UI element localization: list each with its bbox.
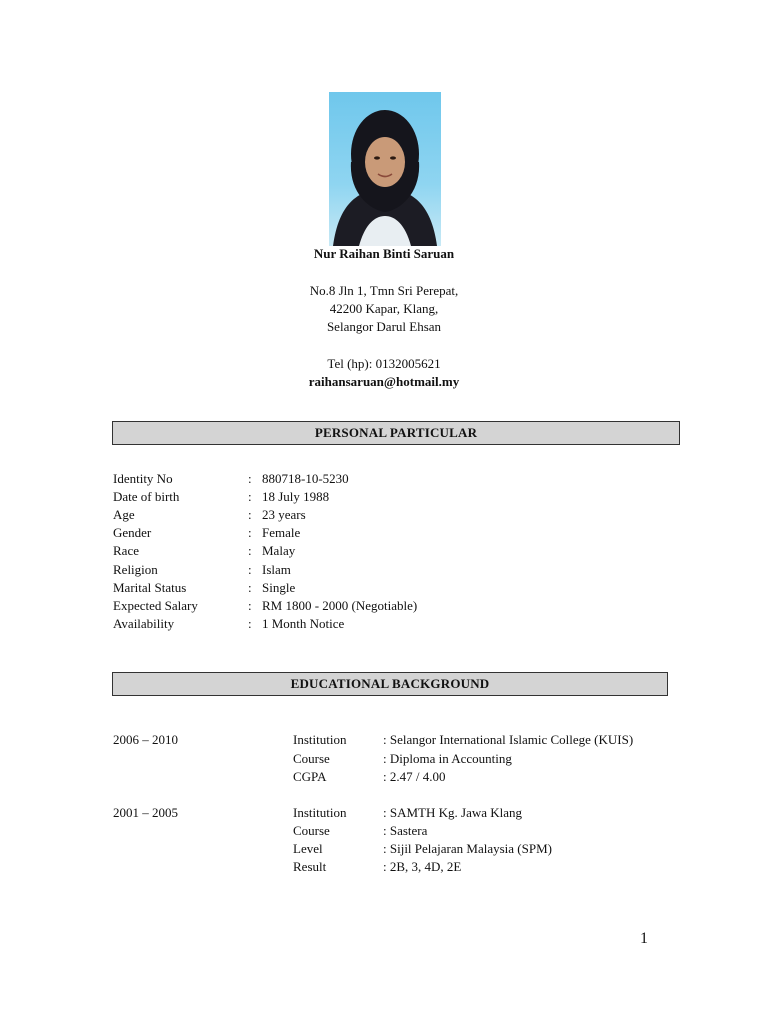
- detail-colon: :: [248, 507, 252, 522]
- detail-colon: :: [248, 616, 252, 631]
- education-row: [0, 804, 768, 822]
- detail-row: [0, 579, 768, 597]
- detail-row: [0, 542, 768, 560]
- detail-value: 880718-10-5230: [262, 471, 349, 486]
- detail-value: Malay: [262, 543, 296, 558]
- detail-row: [0, 524, 768, 542]
- detail-value: 18 July 1988: [262, 489, 330, 504]
- telephone: Tel (hp): 0132005621: [327, 356, 441, 371]
- detail-colon: :: [248, 525, 252, 540]
- detail-label: Availability: [113, 616, 175, 631]
- education-row: [0, 750, 768, 768]
- personal-particular-heading: PERSONAL PARTICULAR: [112, 421, 680, 445]
- detail-colon: :: [248, 562, 252, 577]
- education-label: Course: [293, 751, 330, 766]
- education-years: 2001 – 2005: [113, 805, 178, 820]
- detail-label: Expected Salary: [113, 598, 198, 613]
- address-line-1: No.8 Jln 1, Tmn Sri Perepat,: [309, 283, 459, 298]
- address-line-3: Selangor Darul Ehsan: [326, 319, 442, 334]
- candidate-name: Nur Raihan Binti Saruan: [313, 246, 455, 261]
- educational-background-heading: EDUCATIONAL BACKGROUND: [112, 672, 668, 696]
- detail-label: Identity No: [113, 471, 173, 486]
- email-address: raihansaruan@hotmail.my: [308, 374, 460, 389]
- education-value: : Sijil Pelajaran Malaysia (SPM): [383, 841, 552, 856]
- education-label: Level: [293, 841, 323, 856]
- education-years: 2006 – 2010: [113, 732, 178, 747]
- detail-label: Marital Status: [113, 580, 187, 595]
- education-label: CGPA: [293, 769, 327, 784]
- education-row: [0, 822, 768, 840]
- education-value: : 2B, 3, 4D, 2E: [383, 859, 462, 874]
- detail-colon: :: [248, 489, 252, 504]
- education-row: [0, 840, 768, 858]
- detail-label: Age: [113, 507, 135, 522]
- detail-value: Single: [262, 580, 296, 595]
- education-value: : Diploma in Accounting: [383, 751, 512, 766]
- detail-colon: :: [248, 580, 252, 595]
- detail-label: Date of birth: [113, 489, 180, 504]
- detail-value: 1 Month Notice: [262, 616, 345, 631]
- education-row: [0, 858, 768, 876]
- education-value: : Selangor International Islamic College (KUIS): [383, 732, 634, 747]
- detail-row: [0, 488, 768, 506]
- detail-row: [0, 615, 768, 633]
- detail-label: Religion: [113, 562, 158, 577]
- education-value: : SAMTH Kg. Jawa Klang: [383, 805, 523, 820]
- education-value: : Sastera: [383, 823, 428, 838]
- detail-colon: :: [248, 598, 252, 613]
- detail-label: Race: [113, 543, 139, 558]
- education-row: [0, 731, 768, 749]
- profile-photo: [329, 92, 441, 246]
- detail-value: Female: [262, 525, 301, 540]
- detail-value: RM 1800 - 2000 (Negotiable): [262, 598, 418, 613]
- address-line-2: 42200 Kapar, Klang,: [329, 301, 439, 316]
- page-number: 1: [640, 930, 648, 947]
- person-portrait-icon: [329, 92, 441, 246]
- detail-colon: :: [248, 471, 252, 486]
- education-label: Institution: [293, 732, 347, 747]
- detail-value: 23 years: [262, 507, 306, 522]
- education-label: Result: [293, 859, 327, 874]
- education-label: Course: [293, 823, 330, 838]
- detail-row: [0, 470, 768, 488]
- education-row: [0, 768, 768, 786]
- education-value: : 2.47 / 4.00: [383, 769, 446, 784]
- detail-row: [0, 561, 768, 579]
- detail-label: Gender: [113, 525, 152, 540]
- detail-row: [0, 506, 768, 524]
- detail-colon: :: [248, 543, 252, 558]
- detail-row: [0, 597, 768, 615]
- education-label: Institution: [293, 805, 347, 820]
- detail-value: Islam: [262, 562, 291, 577]
